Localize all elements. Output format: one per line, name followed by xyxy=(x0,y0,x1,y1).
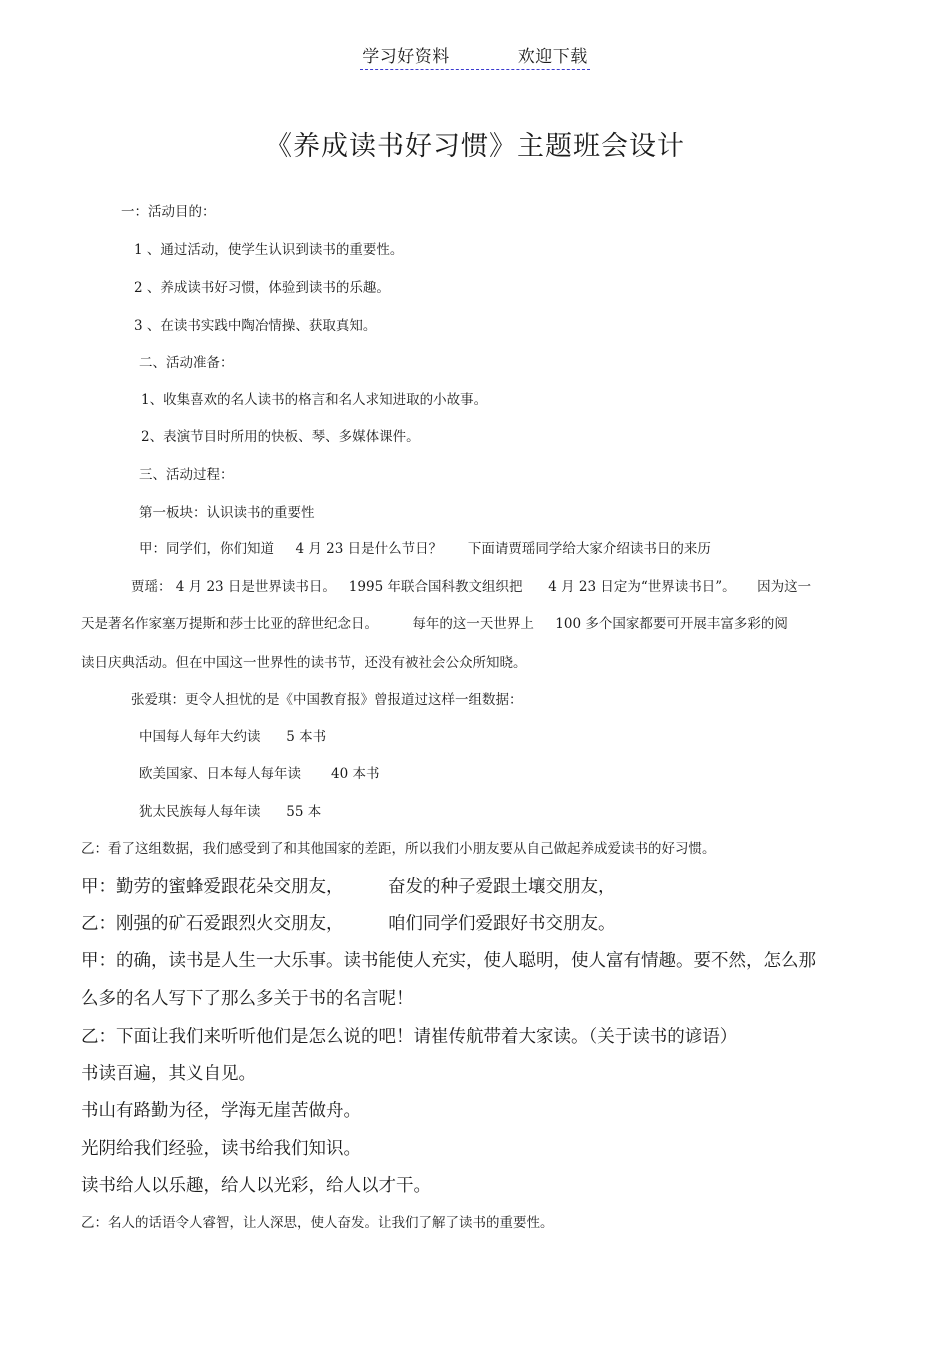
body-line: 甲：的确，读书是人生一大乐事。读书能使人充实，使人聪明，使人富有情趣。要不然，怎么那 xyxy=(81,951,816,971)
body-line: 天是著名作家塞万提斯和莎士比亚的辞世纪念日。 每年的这一天世界上 100 多个国家都要可开展丰富多彩的阅 xyxy=(81,616,788,632)
body-line: 3 、在读书实践中陶冶情操、获取真知。 xyxy=(134,318,377,334)
body-line: 乙：看了这组数据，我们感受到了和其他国家的差距，所以我们小朋友要从自己做起养成爱读书的好习惯。 xyxy=(81,841,716,857)
body-line: 贾瑶： 4 月 23 日是世界读书日。 1995 年联合国科教文组织把 4 月 23 日定为“世界读书日”。 因为这一 xyxy=(131,579,812,595)
body-line: 书读百遍，其义自见。 xyxy=(81,1064,256,1084)
body-line: 1、收集喜欢的名人读书的格言和名人求知进取的小故事。 xyxy=(141,392,488,408)
body-line: 张爱琪：更令人担忧的是《中国教育报》曾报道过这样一组数据： xyxy=(131,692,523,708)
body-line: 乙：下面让我们来听听他们是怎么说的吧！请崔传航带着大家读。（关于读书的谚语） xyxy=(81,1027,738,1047)
document-title: 《养成读书好习惯》主题班会设计 xyxy=(265,131,685,162)
body-line: 乙：名人的话语令人睿智，让人深思，使人奋发。让我们了解了读书的重要性。 xyxy=(81,1215,554,1231)
page-header xyxy=(0,42,950,70)
body-line: 2、表演节目时所用的快板、琴、多媒体课件。 xyxy=(141,429,420,445)
body-line: 中国每人每年大约读 5 本书 xyxy=(139,729,327,745)
body-line: 2 、养成读书好习惯，体验到读书的乐趣。 xyxy=(134,280,390,296)
body-line: 甲：勤劳的蜜蜂爱跟花朵交朋友， 奋发的种子爱跟土壤交朋友， xyxy=(81,877,616,897)
body-line: 第一板块：认识读书的重要性 xyxy=(139,505,315,521)
header-banner xyxy=(360,42,590,70)
body-line: 欧美国家、日本每人每年读 40 本书 xyxy=(139,766,380,782)
header-left-text: 学习好资料 xyxy=(362,47,450,67)
body-line: 光阴给我们经验，读书给我们知识。 xyxy=(81,1139,361,1159)
body-line: 书山有路勤为径，学海无崖苦做舟。 xyxy=(81,1101,361,1121)
body-line: 乙：刚强的矿石爱跟烈火交朋友， 咱们同学们爱跟好书交朋友。 xyxy=(81,914,616,934)
body-line: 三、活动过程： xyxy=(139,467,234,483)
body-line: 读日庆典活动。但在中国这一世界性的读书节，还没有被社会公众所知晓。 xyxy=(81,655,527,671)
body-line: 读书给人以乐趣，给人以光彩，给人以才干。 xyxy=(81,1176,431,1196)
body-line: 1 、通过活动，使学生认识到读书的重要性。 xyxy=(134,242,404,258)
body-line: 甲：同学们，你们知道 4 月 23 日是什么节日？ 下面请贾瑶同学给大家介绍读书日的来历 xyxy=(139,541,711,557)
body-line: 一：活动目的： xyxy=(121,204,216,220)
body-line: 二、活动准备： xyxy=(139,355,234,371)
body-line: 犹太民族每人每年读 55 本 xyxy=(139,804,322,820)
header-right-text: 欢迎下载 xyxy=(517,47,588,67)
body-line: 么多的名人写下了那么多关于书的名言呢！ xyxy=(81,989,414,1009)
